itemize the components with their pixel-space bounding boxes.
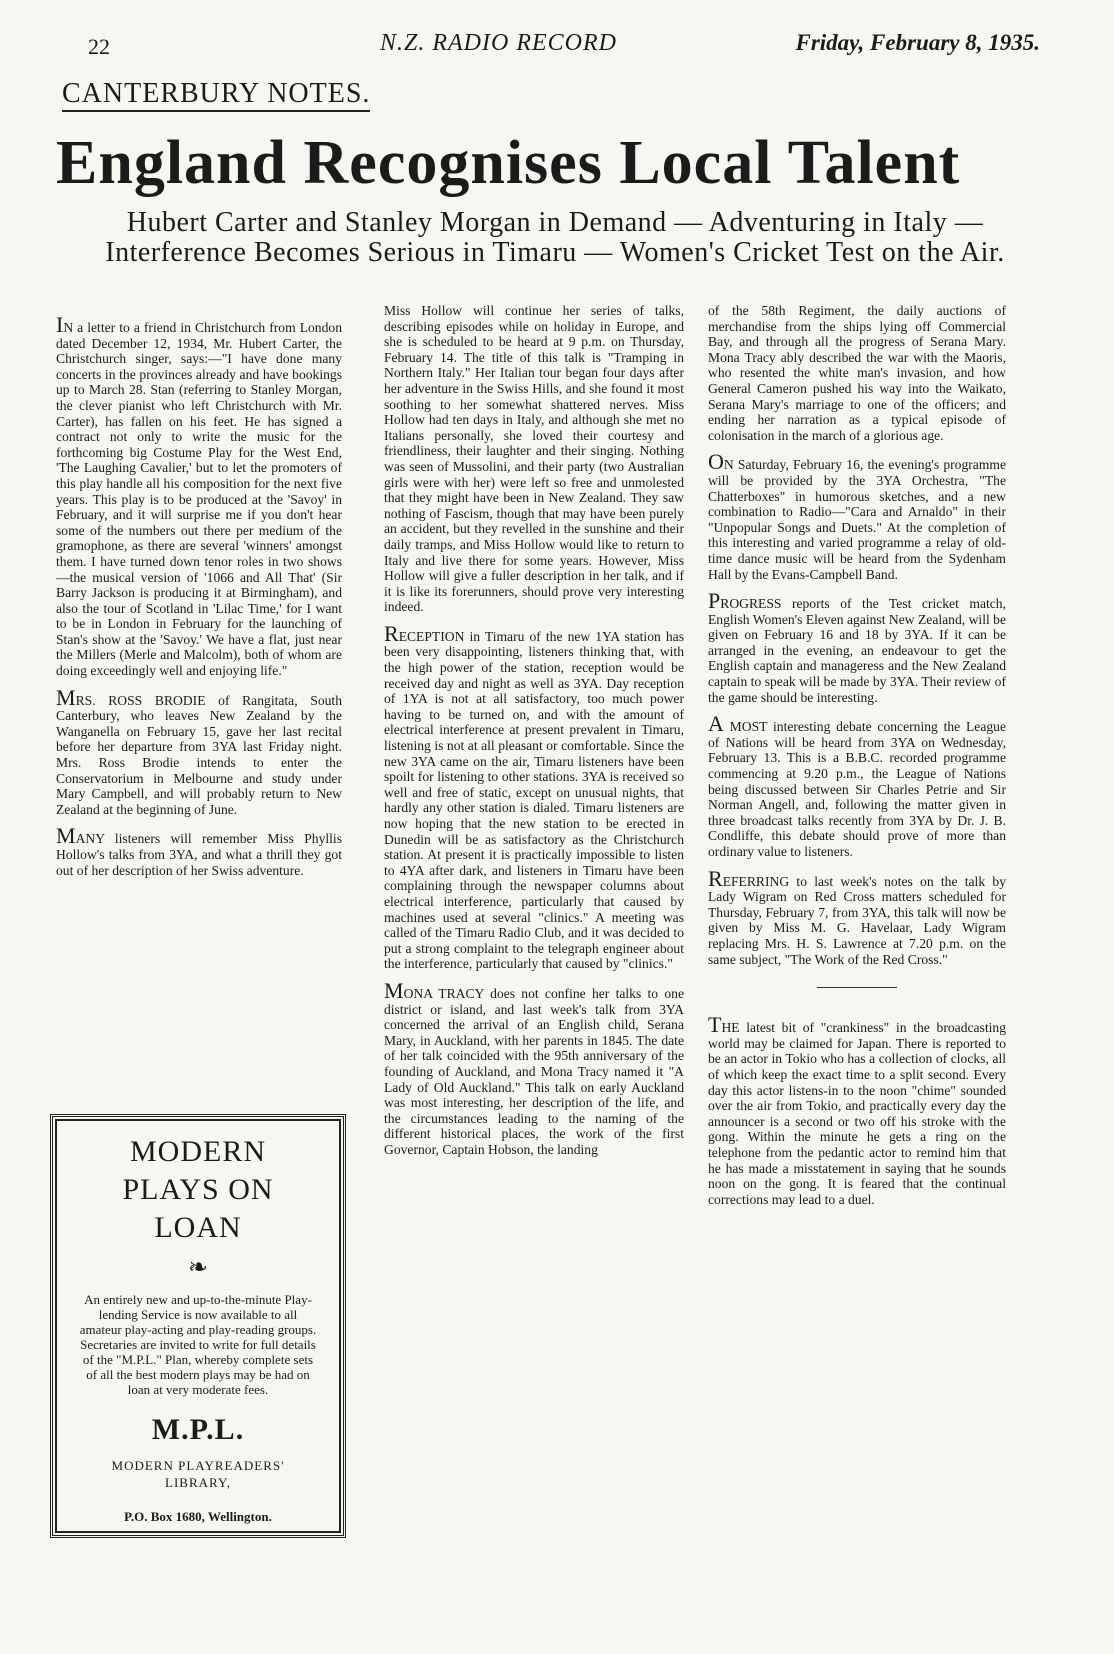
paragraph-text: ONA TRACY does not confine her talks to one district or island, and last week's talk from 3YA concerned the arrival of an English child, Serana Mary, in Auckland, with her parents in 1845. The date of her talk coincided with the 95th anniversary of the founding of Auckland, and Mona Tracy named it "A Lady of Old Auckland." This talk on early Auckland was most interesting, her description of the life, and the circumstances leading to the naming of the different historical places, the work of the first Governor, Captain Hobson, the landing [384,985,684,1157]
paragraph-japan [708,1012,1006,1207]
drop-cap: A [708,711,724,737]
article-column-3 [708,303,1006,1219]
ad-address: P.O. Box 1680, Wellington. [124,1509,272,1524]
paragraph-text: MOST interesting debate concerning the League of Nations will be heard from 3YA on Wednesday, February 13. This is a B.B.C. recorded programme commencing at 9.20 p.m., the League of Nations being discussed between Sir Charles Petrie and Sir Norman Angell, and, following the matter given in three broadcast talks recently from 3YA by Dr. J. B. Condliffe, this debate should prove of more than ordinary value to listeners. [708,719,1006,859]
drop-cap: R [384,620,399,646]
paragraph-hollow-cont: Miss Hollow will continue her series of talks, describing episodes while on holiday in Europe, and she is scheduled to be heard at 9 p.m. on Thursday, February 14. The title of this talk is "Tramping in Northern Italy." Her Italian tour began four days after her adventure in the Swiss Hills, and she found it most soothing to her somewhat shattered nerves. Miss Hollow had ten days in Italy, and although she met no Italians personally, she loved their courtesy and friendliness, their laughter and their singing. Nothing was seen of Mussolini, and their party (two Australian girls were with her) were left so free and unmolested that they might have been in New Zealand. They saw nothing of Fascism, though that may have been purely an accident, but they revelled in the sunshine and their daily tramps, and Miss Hollow would like to return to Italy and live there for some years. However, Miss Hollow will give a fuller description in her talk, and if it is like its forerunners, should prove very interesting indeed. [384,303,684,615]
paragraph-text: RS. ROSS BRODIE of Rangitata, South Canterbury, who leaves New Zealand by the Wanganella on February 15, gave her last recital before her departure from 3YA last Friday night. Mrs. Ross Brodie intends to enter the Conservatorium in Melbourne and study under Mary Campbell, and will probably return to New Zealand at the beginning of June. [56,692,342,817]
drop-cap: I [56,312,64,337]
divider [817,987,897,988]
drop-cap: P [708,588,721,614]
paragraph-saturday [708,449,1006,582]
paragraph-text: HE latest bit of "crankiness" in the broadcasting world may be claimed for Japan. There is reported to be an actor in Tokio who has a collection of clocks, all of which keep the exact time to a split second. Every day this actor listens-in to the noon "chime" sounded over the air from Tokio, and practically every day the announcer is a second or two off his stroke with the gong. Within the minute he gets a ring on the telephone from the pedantic actor to remind him that he has made a misstatement in saying that he sounds noon on the gong. It is feared that the continual corrections may lead to a duel. [708,1020,1006,1207]
ad-title-line: MODERN [129,1135,266,1168]
article-column-1 [56,312,342,890]
ad-title-line: PLAYS ON [122,1173,274,1206]
article-column-2 [384,303,684,1169]
page-header [60,30,1040,60]
paragraph-text: N a letter to a friend in Christchurch from London dated December 12, 1934, Mr. Hubert Carter, the Christchurch singer, says:—"I have done many concerts in the provinces already and have bookings up to March 28. Stan (referring to Stanley Morgan, the clever pianist who left Christchurch with Mr. Carter), has fallen on his feet. He has signed a contract not only to write the music for the forthcoming big Costume Play for the West End, 'The Laughing Cavalier,' but to let the promoters of this play handle all his composition for the next five years. This play is to be produced at the 'Savoy' in February, and it will surprise me if you don't hear some of the numbers out there per medium of the gramophone, as there are several 'winners' amongst them. I have turned down tenor roles in two shows—the musical version of '1066 and All That' (Sir Barry Jackson is producing it at Birmingham), and also the tour of Scotland in 'Lilac Time,' for I want to be in London in February for the launching of Stan's show at the 'Savoy.' We have a flat, just near the Millers (Merle and Malcolm), both of whom are doing exceedingly well and enjoying life." [56,320,342,679]
paragraph-cricket [708,588,1006,705]
paragraph-text: N Saturday, February 16, the evening's programme will be provided by the 3YA Orchestra, "The Chatterboxes" in humorous sketches, and a new combination to Radio—"Cara and Arnaldo" in their "Unpopular Songs and Duets." At the completion of this interesting and varied programme a relay of old-time dance music will be heard from the Sydenham Hall by the Evans-Campbell Band. [708,457,1006,582]
drop-cap: R [708,865,723,891]
drop-cap: O [708,449,724,475]
drop-cap: T [708,1012,722,1038]
publication-name: N.Z. RADIO RECORD [380,30,617,56]
paragraph-tracy-cont: of the 58th Regiment, the daily auctions of merchandise from the ships lying off Commercial Bay, and through all the progress of Serana Mary. Mona Tracy ably described the war with the Maoris, who resented the white man's invasion, and how General Cameron pushed his way into the Waikato, Serana Mary's marriage to one of the officers; and ending her narration as a typical episode of colonisation in the march of a glorious age. [708,303,1006,443]
page-number: 22 [88,34,110,59]
paragraph-hollow [56,823,342,878]
paragraph-text: ECEPTION in Timaru of the new 1YA station has been very disappointing, listeners thinking that, with the high power of the station, reception would be received day and night as well as 3YA. Day reception of 1YA is not at all satisfactory, too much power having to be turned on, and with the amount of electrical interference at present prevalent in Timaru, listening is not at all pleasant or comfortable. Since the new 3YA came on the air, Timaru listeners have been spoilt for listening to other stations. 3YA is received so well and free of static, except on unusual nights, that hardly any other station is dialed. Timaru listeners are now hoping that the new station to be erected in Dunedin will be as satisfactory as the Christchurch station. At present it is practically impossible to listen to 4YA after dark, and listeners in Timaru have been complaining through the newspaper columns about electrical interference, particularly that caused by machines used at several "clinics." A meeting was called of the Timaru Radio Club, and it was decided to put a strong complaint to the telegraph engineer about the interference, particularly that caused by "clinics." [384,628,684,972]
paragraph-text: ANY listeners will remember Miss Phyllis Hollow's talks from 3YA, and what a thrill they got out of her description of her Swiss adventure. [56,831,342,878]
ad-library-name [57,1457,339,1491]
drop-cap: M [384,977,404,1003]
ad-library-line: LIBRARY, [165,1475,231,1490]
publication-date: Friday, February 8, 1935. [795,30,1040,55]
advertisement-inner [55,1119,341,1533]
subheadline: Hubert Carter and Stanley Morgan in Demand — Adventuring in Italy — Interference Becomes Serious in Timaru — Women's Cricket Test on the Air. [105,207,1005,268]
paragraph-brodie [56,684,342,818]
drop-cap: M [56,823,76,849]
paragraph-text: ROGRESS reports of the Test cricket match, English Women's Eleven against New Zealand, will be given on February 16 and 18 by 3YA. If it can be arranged in the evening, an endeavour to get the English captain and manageress and the New Zealand captain to speak will be made by 3YA. Their review of the game should be interesting. [708,596,1006,705]
paragraph-tracy [384,977,684,1158]
drop-cap: M [56,684,76,710]
ad-title [57,1133,339,1247]
section-title: CANTERBURY NOTES. [62,78,370,112]
paragraph-text: EFERRING to last week's notes on the talk by Lady Wigram on Red Cross matters scheduled for Thursday, February 7, from 3YA, this talk will now be given by Miss M. G. Havelaar, Lady Wigram replacing Mrs. H. S. Lawrence at 7.20 p.m. on the same subject, "The Work of the Red Cross." [708,873,1006,967]
ad-library-line: MODERN PLAYREADERS' [111,1458,285,1473]
ornament-icon: ❧ [187,1255,209,1281]
paragraph-redcross [708,865,1006,968]
paragraph-league [708,711,1006,859]
ad-body: An entirely new and up-to-the-minute Play-lending Service is now available to all amateur play-acting and play-reading groups. Secretaries are invited to write for full details of the "M.P.L." Plan, whereby complete sets of all the best modern plays may be had on loan at very moderate fees. [79,1292,317,1397]
ad-title-line: LOAN [154,1211,242,1244]
ad-brand: M.P.L. [151,1413,245,1446]
advertisement-box [50,1114,346,1538]
paragraph-timaru [384,620,684,972]
paragraph-carter [56,312,342,679]
headline: England Recognises Local Talent [56,129,961,197]
